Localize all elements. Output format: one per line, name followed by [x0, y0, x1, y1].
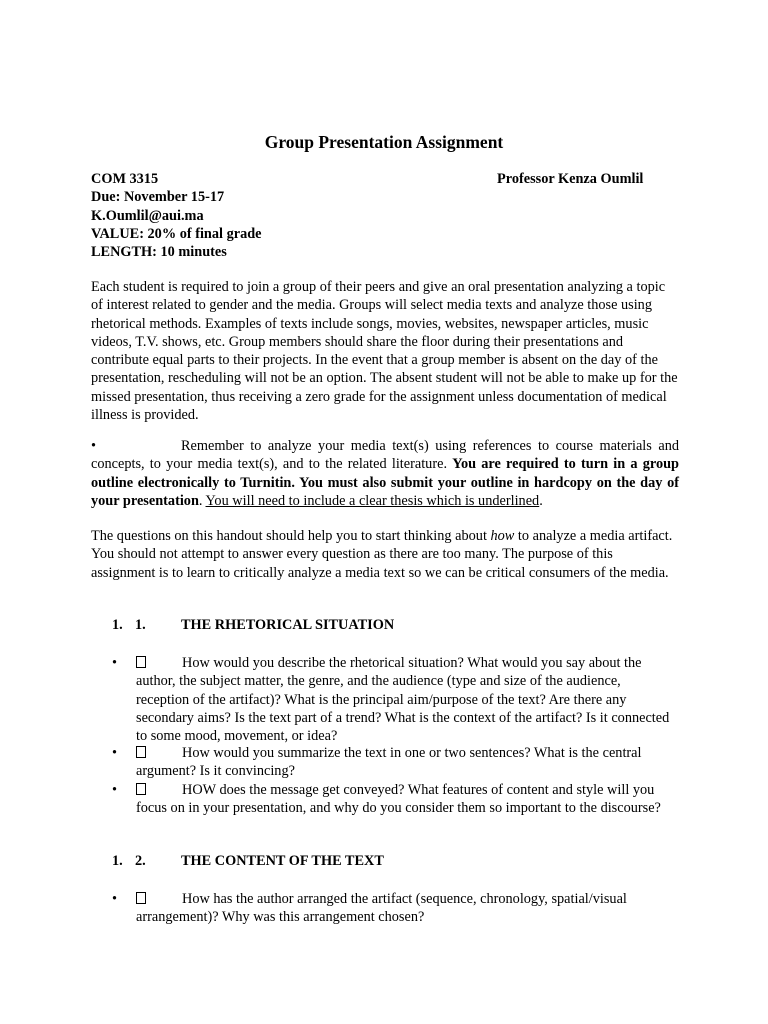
professor-name: Professor Kenza Oumlil: [497, 171, 644, 187]
section-heading-content-of-text: [112, 852, 384, 870]
missing-glyph-icon: [136, 783, 146, 795]
question-item: [112, 781, 672, 818]
reminder-separator: .: [198, 492, 206, 509]
questions-intro-part2: to analyze a media artifact. You should not attempt to answer every question as there are too many. The purpose of this assignment is to learn to critically analyze a media text so we can be critical consumers of the media.: [91, 528, 673, 581]
email-address: K.Oumlil@aui.ma: [91, 207, 204, 224]
questions-intro-paragraph: [91, 527, 679, 582]
question-text-wrap: [136, 890, 672, 927]
question-text: How would you describe the rhetorical situation? What would you say about the author, the subject matter, the genre, and the audience (type and size of the audience, reception of the artifact)? What is the principal aim/purpose of the text? Are there any secondary aims? Is the text part of a trend? What is the context of the artifact? Is it connected to some mood, movement, or idea?: [136, 655, 670, 745]
section-heading-rhetorical-situation: [112, 616, 394, 634]
questions-intro-text: [91, 527, 679, 582]
due-date: Due: November 15-17: [91, 189, 225, 206]
reminder-text: Remember to analyze your media text(s) using references to course materials and concepts, to your media text(s), and to the related literature.: [91, 438, 679, 473]
section-number-inner: 1.: [135, 617, 146, 633]
questions-intro-italic: how: [490, 528, 515, 544]
section-heading-text: THE CONTENT OF THE TEXT: [181, 853, 384, 869]
intro-paragraph: [91, 278, 679, 424]
question-text-wrap: [136, 781, 672, 818]
missing-glyph-icon: [136, 656, 146, 668]
intro-text: Each student is required to join a group of their peers and give an oral presentation analyzing a topic of interest related to gender and the media. Groups will select media texts and analyze those using rhetorical methods. Examples of texts include songs, movies, websites, newspaper articles, music videos, T.V. shows, etc. Group members should share the floor during their presentations and contribute equal parts to their projects. In the event that a group member is absent on the day of the presentation, rescheduling will not be an option. The absent student will not be able to make up for the missed presentation, thus receiving a zero grade for the assignment unless documentation of medical illness is provided.: [91, 279, 678, 424]
section-heading-text: THE RHETORICAL SITUATION: [181, 617, 395, 633]
question-text: How would you summarize the text in one or two sentences? What is the central argument? Is it convincing?: [136, 745, 642, 780]
missing-glyph-icon: [136, 746, 146, 758]
bullet-marker: •: [112, 655, 118, 671]
question-text-wrap: [136, 654, 672, 745]
course-line: [91, 170, 661, 188]
question-item: [112, 654, 672, 745]
questions-intro-part1: The questions on this handout should help you to start thinking about: [91, 528, 491, 544]
question-item: [112, 744, 672, 781]
course-code: COM 3315: [91, 171, 159, 187]
section-number-inner: 2.: [135, 853, 146, 869]
reminder-end: .: [539, 492, 543, 509]
bullet-marker: •: [112, 891, 118, 907]
missing-glyph-icon: [136, 892, 146, 904]
section-number-outer: 1.: [112, 853, 123, 869]
question-text: HOW does the message get conveyed? What features of content and style will you focus on in your presentation, and why do you consider them so important to the discourse?: [136, 782, 661, 817]
presentation-length: LENGTH: 10 minutes: [91, 244, 227, 261]
question-text: How has the author arranged the artifact (sequence, chronology, spatial/visual arrangement)? Why was this arrangement chosen?: [136, 891, 627, 926]
grade-value: VALUE: 20% of final grade: [91, 225, 262, 242]
bullet-marker: •: [112, 745, 118, 761]
course-header: [91, 170, 661, 261]
reminder-bold-text: You are required to turn in a group outline electronically to Turnitin. You must also submit your outline in hardcopy on the day of your presentation: [91, 456, 679, 509]
question-text-wrap: [136, 744, 672, 781]
bullet-marker: •: [91, 438, 97, 454]
reminder-underlined-text: You will need to include a clear thesis which is underlined: [205, 492, 540, 509]
bullet-marker: •: [112, 782, 118, 798]
question-item: [112, 890, 672, 927]
document-title: Group Presentation Assignment: [264, 132, 504, 152]
reminder-bullet: [91, 437, 679, 510]
section-number-outer: 1.: [112, 617, 123, 633]
